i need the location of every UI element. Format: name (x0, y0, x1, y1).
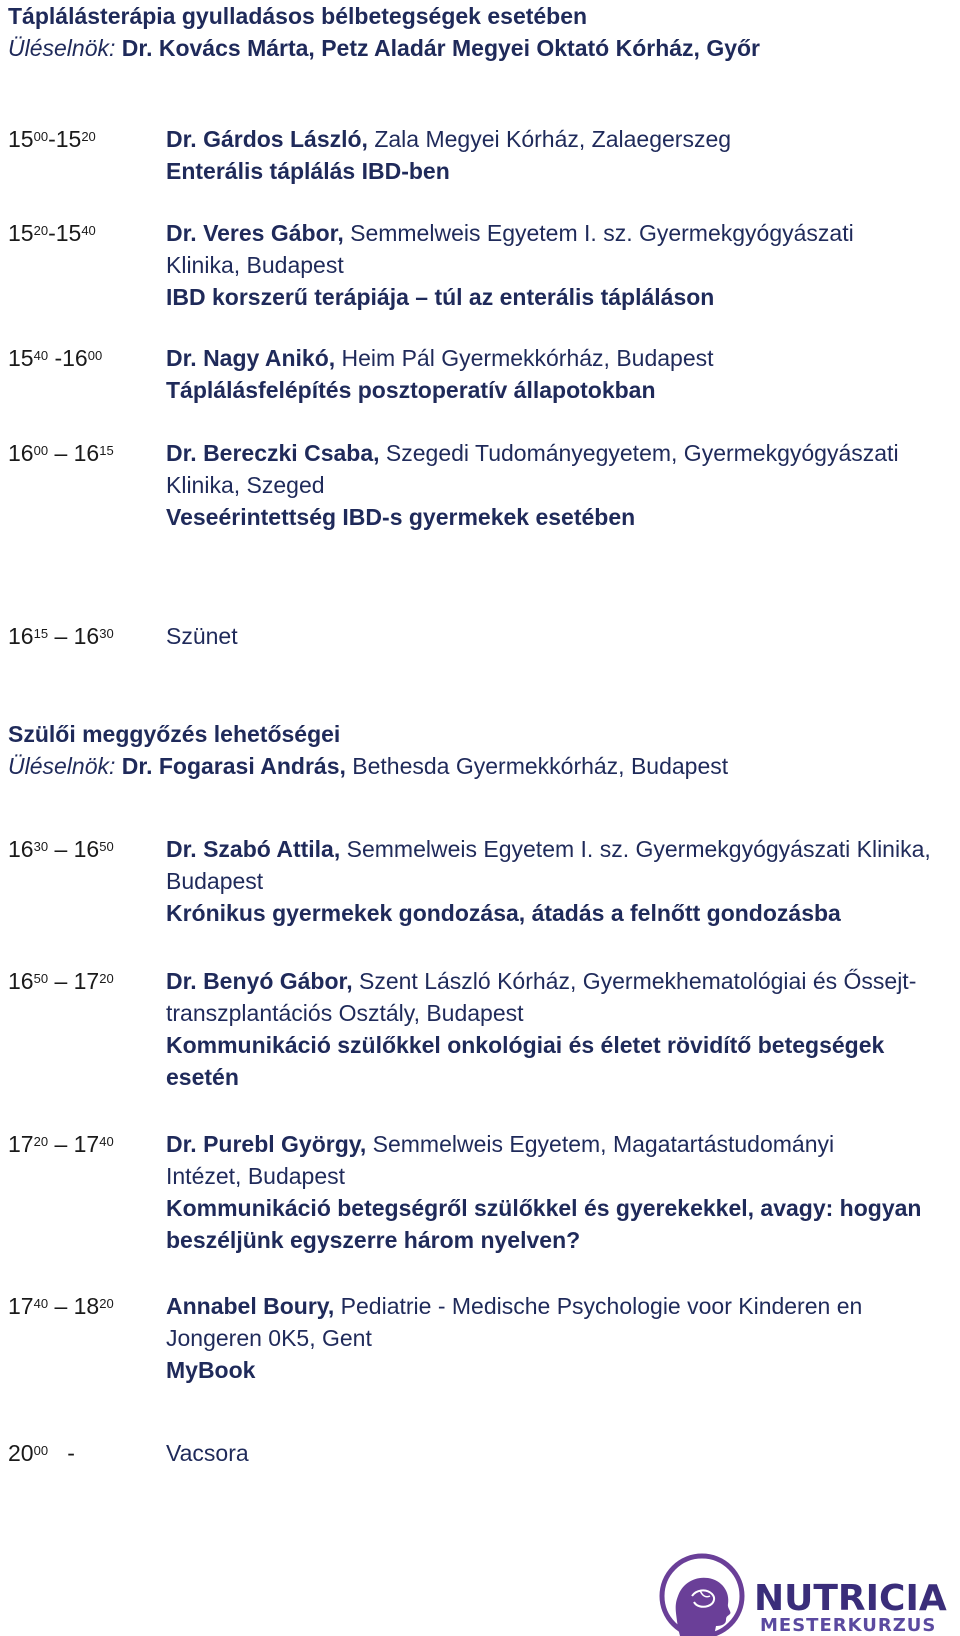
section-1-header (8, 0, 760, 64)
affiliation: Zala Megyei Kórház, Zalaegerszeg (367, 126, 732, 152)
session-item (166, 1290, 956, 1386)
session-item (166, 833, 956, 929)
affiliation: Semmelweis Egyetem, Magatartástudományi (366, 1131, 835, 1157)
talk-title: Krónikus gyermekek gondozása, átadás a felnőtt gondozásba (166, 900, 841, 926)
speaker-name: Dr. Benyó Gábor, (166, 968, 353, 994)
affiliation-continued: Intézet, Budapest (166, 1163, 346, 1189)
speaker-name: Dr. Szabó Attila, (166, 836, 341, 862)
speaker-name: Dr. Gárdos László, (166, 126, 368, 152)
affiliation: Heim Pál Gyermekkórház, Budapest (335, 345, 714, 371)
speaker-name: Dr. Bereczki Csaba, (166, 440, 380, 466)
affiliation: Szegedi Tudományegyetem, Gyermekgyógyászati (379, 440, 899, 466)
time-slot: $15^{40}$ $-16^{00}$ (8, 345, 103, 371)
time-slot: $16^{00} - 16^{15}$ (8, 440, 114, 466)
time-slot: $17^{20} - 17^{40}$ (8, 1131, 114, 1157)
logo-text-nutricia: NUTRICIA (754, 1578, 947, 1619)
section-2-title: Szülői meggyőzés lehetőségei (8, 721, 341, 747)
talk-title-continued: esetén (166, 1064, 239, 1090)
affiliation: Pediatrie - Medische Psychologie voor Kinderen en (334, 1293, 863, 1319)
affiliation: Semmelweis Egyetem I. sz. Gyermekgyógyászati (343, 220, 854, 246)
session-item (166, 965, 956, 1093)
affiliation: Semmelweis Egyetem I. sz. Gyermekgyógyászati Klinika, (340, 836, 931, 862)
chair-text: Dr. Kovács Márta, Petz Aladár Megyei Oktató Kórház, Győr (115, 35, 761, 61)
talk-title: Táplálásfelépítés posztoperatív állapotokban (166, 377, 656, 403)
head-profile-icon (656, 1550, 766, 1636)
section-1-title: Táplálásterápia gyulladásos bélbetegségek esetében (8, 3, 588, 29)
dinner-label: Vacsora (166, 1440, 249, 1466)
chair-affiliation: Bethesda Gyermekkórház, Budapest (345, 753, 729, 779)
talk-title: MyBook (166, 1357, 256, 1383)
talk-title: Kommunikáció szülőkkel onkológiai és életet rövidítő betegségek (166, 1032, 885, 1058)
time-slot: $16^{30} - 16^{50}$ (8, 836, 114, 862)
talk-title: Veseérintettség IBD-s gyermekek esetében (166, 504, 636, 530)
time-slot: $17^{40} - 18^{20}$ (8, 1293, 114, 1319)
speaker-name: Dr. Veres Gábor, (166, 220, 344, 246)
section-2-header (8, 718, 728, 782)
session-item (166, 437, 956, 533)
affiliation: Szent László Kórház, Gyermekhematológiai és Őssejt- (352, 968, 917, 994)
session-item (166, 342, 956, 406)
time-slot-break: $16^{15} - 16^{30}$ (8, 623, 114, 649)
talk-title: Kommunikáció betegségről szülőkkel és gyerekekkel, avagy: hogyan (166, 1195, 922, 1221)
break-label: Szünet (166, 623, 238, 649)
affiliation-continued: Klinika, Szeged (166, 472, 325, 498)
chair-name: Dr. Fogarasi András, (115, 753, 346, 779)
time-slot: $15^{00}-15^{20}$ (8, 126, 96, 152)
time-slot-dinner: $20^{00}$ - (8, 1440, 75, 1466)
talk-title-continued: beszéljünk egyszerre három nyelven? (166, 1227, 581, 1253)
affiliation-continued: Klinika, Budapest (166, 252, 344, 278)
speaker-name: Dr. Purebl György, (166, 1131, 367, 1157)
logo-text-mesterkurzus: MESTERKURZUS (760, 1615, 937, 1636)
session-item (166, 123, 956, 187)
session-item (166, 1128, 956, 1256)
session-item (166, 217, 956, 313)
nutricia-logo (656, 1550, 956, 1636)
talk-title: Enterális táplálás IBD-ben (166, 158, 450, 184)
section-1-chair (8, 32, 760, 64)
speaker-name: Annabel Boury, (166, 1293, 335, 1319)
section-2-chair (8, 750, 728, 782)
dinner-item (166, 1437, 956, 1469)
affiliation-continued: Jongeren 0K5, Gent (166, 1325, 372, 1351)
affiliation-continued: Budapest (166, 868, 264, 894)
speaker-name: Dr. Nagy Anikó, (166, 345, 336, 371)
chair-label: Üléselnök: (8, 753, 116, 779)
time-slot: $16^{50} - 17^{20}$ (8, 968, 114, 994)
chair-label: Üléselnök: (8, 35, 116, 61)
time-slot: $15^{20}-15^{40}$ (8, 220, 96, 246)
affiliation-continued: transzplantációs Osztály, Budapest (166, 1000, 524, 1026)
break-item (166, 620, 956, 652)
talk-title: IBD korszerű terápiája – túl az enterális tápláláson (166, 284, 715, 310)
